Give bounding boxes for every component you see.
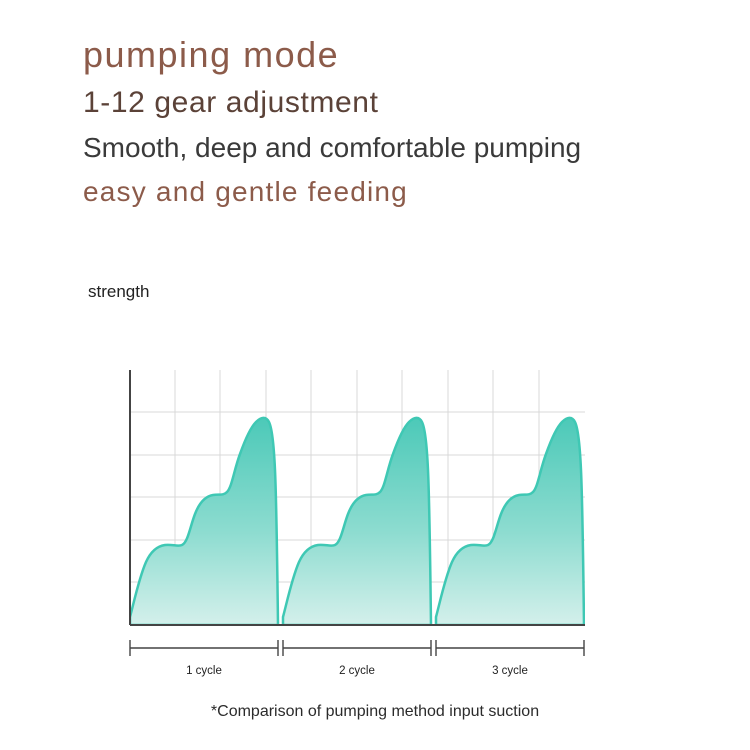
headline-subtitle: 1-12 gear adjustment — [83, 86, 379, 119]
cycle-label-1: 1 cycle — [186, 665, 222, 677]
y-axis-label: strength — [88, 282, 150, 301]
headline-tagline: easy and gentle feeding — [83, 175, 408, 207]
chart-container — [0, 330, 750, 730]
cycle-area-1 — [130, 418, 278, 625]
cycle-label-3: 3 cycle — [492, 665, 528, 677]
chart-caption: *Comparison of pumping method input suction — [210, 703, 540, 720]
headline-description: Smooth, deep and comfortable pumping — [83, 131, 582, 163]
page-title: pumping mode — [83, 34, 340, 75]
headline-block — [83, 32, 703, 213]
cycle-label-2: 2 cycle — [339, 665, 375, 677]
cycle-area-3 — [436, 418, 584, 625]
suction-chart — [0, 330, 750, 730]
cycle-brackets — [130, 640, 584, 656]
